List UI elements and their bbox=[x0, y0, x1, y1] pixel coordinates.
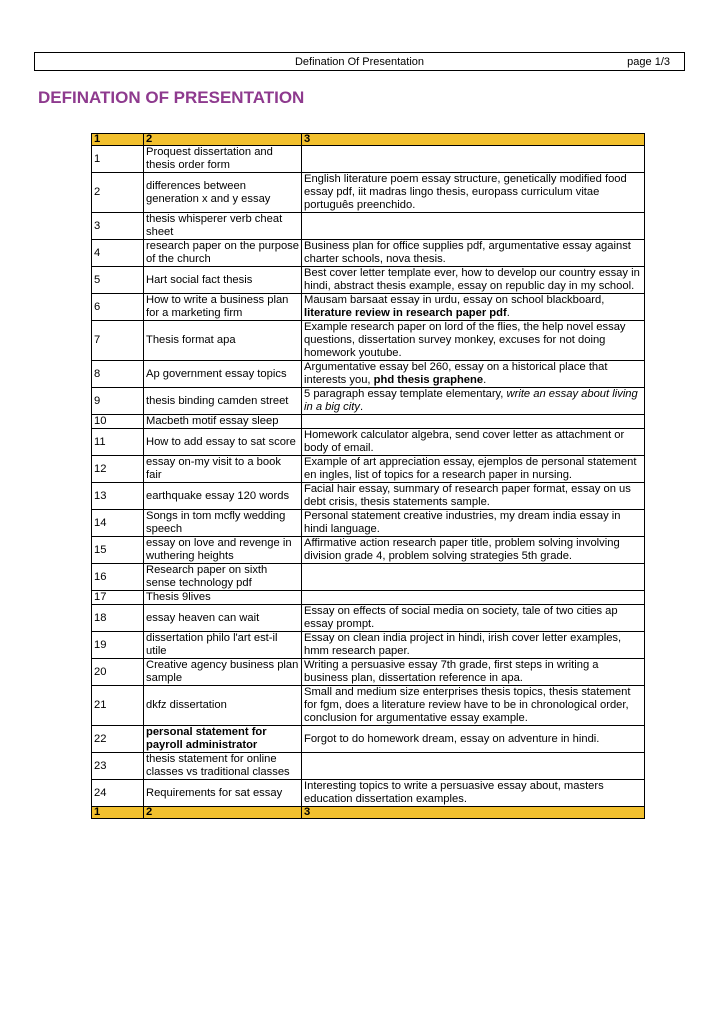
detail-text: literature review in research paper pdf bbox=[304, 307, 507, 319]
column-footer: 3 bbox=[302, 807, 645, 819]
table-row bbox=[92, 605, 645, 632]
row-topic: Creative agency business plan sample bbox=[144, 659, 302, 686]
row-number: 11 bbox=[92, 429, 144, 456]
row-details bbox=[302, 415, 645, 429]
row-details bbox=[302, 510, 645, 537]
row-number: 6 bbox=[92, 294, 144, 321]
row-number: 14 bbox=[92, 510, 144, 537]
detail-text: write an essay about living in a big city bbox=[304, 388, 638, 413]
table-row bbox=[92, 456, 645, 483]
row-details bbox=[302, 429, 645, 456]
detail-text: Small and medium size enterprises thesis topics, thesis statement for fgm, does a literature review have to be in chronological order, conclusion for argumentative essay example. bbox=[304, 686, 631, 724]
row-number: 7 bbox=[92, 321, 144, 361]
table-row bbox=[92, 294, 645, 321]
row-topic: Requirements for sat essay bbox=[144, 780, 302, 807]
row-topic: differences between generation x and y essay bbox=[144, 173, 302, 213]
row-details bbox=[302, 361, 645, 388]
table-row bbox=[92, 267, 645, 294]
row-number: 17 bbox=[92, 591, 144, 605]
row-details bbox=[302, 321, 645, 361]
row-topic: Thesis 9lives bbox=[144, 591, 302, 605]
row-topic: Thesis format apa bbox=[144, 321, 302, 361]
row-topic: Songs in tom mcfly wedding speech bbox=[144, 510, 302, 537]
row-number: 16 bbox=[92, 564, 144, 591]
document-title: DEFINATION OF PRESENTATION bbox=[38, 88, 305, 107]
row-topic: How to write a business plan for a marketing firm bbox=[144, 294, 302, 321]
table-row bbox=[92, 591, 645, 605]
column-header: 2 bbox=[144, 134, 302, 146]
row-number: 9 bbox=[92, 388, 144, 415]
table-row bbox=[92, 415, 645, 429]
row-number: 8 bbox=[92, 361, 144, 388]
row-details bbox=[302, 240, 645, 267]
row-topic: Hart social fact thesis bbox=[144, 267, 302, 294]
table-row bbox=[92, 483, 645, 510]
detail-text: Writing a persuasive essay 7th grade, first steps in writing a business plan, dissertation reference in apa. bbox=[304, 659, 599, 684]
detail-text: . bbox=[483, 374, 487, 386]
detail-text: Example research paper on lord of the flies, the help novel essay questions, dissertation survey monkey, excuses for not doing homework youtube. bbox=[304, 321, 626, 359]
row-details bbox=[302, 388, 645, 415]
row-topic: thesis whisperer verb cheat sheet bbox=[144, 213, 302, 240]
page-number: page 1/3 bbox=[627, 56, 670, 68]
row-details bbox=[302, 780, 645, 807]
row-details bbox=[302, 213, 645, 240]
page-header bbox=[34, 52, 685, 71]
table-footer-row bbox=[92, 807, 645, 819]
row-topic: How to add essay to sat score bbox=[144, 429, 302, 456]
row-topic: essay on-my visit to a book fair bbox=[144, 456, 302, 483]
table-row bbox=[92, 173, 645, 213]
table-row bbox=[92, 429, 645, 456]
row-number: 2 bbox=[92, 173, 144, 213]
row-details bbox=[302, 483, 645, 510]
detail-text: English literature poem essay structure, genetically modified food essay pdf, iit madras lingo thesis, europass curriculum vitae português preenchido. bbox=[304, 173, 627, 211]
detail-text: Example of art appreciation essay, ejemplos de personal statement en ingles, list of topics for a research paper in nursing. bbox=[304, 456, 637, 481]
detail-text: Homework calculator algebra, send cover letter as attachment or body of email. bbox=[304, 429, 625, 454]
row-topic: Proquest dissertation and thesis order form bbox=[144, 146, 302, 173]
table-body bbox=[92, 146, 645, 807]
row-number: 3 bbox=[92, 213, 144, 240]
table-row bbox=[92, 146, 645, 173]
row-number: 12 bbox=[92, 456, 144, 483]
row-number: 20 bbox=[92, 659, 144, 686]
row-number: 19 bbox=[92, 632, 144, 659]
row-number: 18 bbox=[92, 605, 144, 632]
row-details bbox=[302, 605, 645, 632]
header-title: Defination Of Presentation bbox=[294, 56, 425, 68]
detail-text: Essay on clean india project in hindi, irish cover letter examples, hmm research paper. bbox=[304, 632, 622, 657]
detail-text: Personal statement creative industries, my dream india essay in hindi language. bbox=[304, 510, 621, 535]
table-row bbox=[92, 388, 645, 415]
row-number: 15 bbox=[92, 537, 144, 564]
column-footer: 1 bbox=[92, 807, 144, 819]
table-row bbox=[92, 753, 645, 780]
detail-text: . bbox=[359, 401, 364, 413]
detail-text: Affirmative action research paper title, problem solving involving division grade 4, problem solving strategies 5th grade. bbox=[304, 537, 620, 562]
detail-text: Business plan for office supplies pdf, argumentative essay against charter schools, nova thesis. bbox=[304, 240, 631, 265]
row-details bbox=[302, 537, 645, 564]
row-details bbox=[302, 632, 645, 659]
row-topic: dkfz dissertation bbox=[144, 686, 302, 726]
table-row bbox=[92, 686, 645, 726]
table-row bbox=[92, 564, 645, 591]
detail-text: 5 paragraph essay template elementary, bbox=[304, 388, 507, 400]
table-row bbox=[92, 780, 645, 807]
detail-text: Argumentative essay bel 260, essay on a historical place that interests you, bbox=[304, 361, 608, 386]
table-row bbox=[92, 659, 645, 686]
table-header-row bbox=[92, 134, 645, 146]
row-topic: Macbeth motif essay sleep bbox=[144, 415, 302, 429]
row-number: 1 bbox=[92, 146, 144, 173]
row-number: 24 bbox=[92, 780, 144, 807]
row-details bbox=[302, 591, 645, 605]
detail-text: Facial hair essay, summary of research paper format, essay on us debt crisis, thesis statements sample. bbox=[304, 483, 631, 508]
row-topic: thesis binding camden street bbox=[144, 388, 302, 415]
detail-text: Interesting topics to write a persuasive essay about, masters education dissertation examples. bbox=[304, 780, 604, 805]
detail-text: Essay on effects of social media on society, tale of two cities ap essay prompt. bbox=[304, 605, 618, 630]
detail-text: Forgot to do homework dream, essay on adventure in hindi. bbox=[304, 732, 600, 745]
table-row bbox=[92, 632, 645, 659]
row-details bbox=[302, 753, 645, 780]
table-row bbox=[92, 537, 645, 564]
row-details bbox=[302, 146, 645, 173]
row-topic: Research paper on sixth sense technology pdf bbox=[144, 564, 302, 591]
detail-text: Best cover letter template ever, how to develop our country essay in hindi, abstract thesis example, essay on republic day in my school. bbox=[304, 267, 640, 292]
row-number: 23 bbox=[92, 753, 144, 780]
row-details bbox=[302, 173, 645, 213]
table-row bbox=[92, 361, 645, 388]
table-row bbox=[92, 321, 645, 361]
row-topic: thesis statement for online classes vs traditional classes bbox=[144, 753, 302, 780]
row-details bbox=[302, 686, 645, 726]
row-details bbox=[302, 456, 645, 483]
row-number: 21 bbox=[92, 686, 144, 726]
detail-text: phd thesis graphene bbox=[373, 374, 484, 386]
table-row bbox=[92, 213, 645, 240]
column-footer: 2 bbox=[144, 807, 302, 819]
row-details bbox=[302, 659, 645, 686]
row-number: 22 bbox=[92, 726, 144, 753]
table-row bbox=[92, 726, 645, 753]
row-topic: essay heaven can wait bbox=[144, 605, 302, 632]
row-number: 4 bbox=[92, 240, 144, 267]
table-row bbox=[92, 510, 645, 537]
row-details bbox=[302, 564, 645, 591]
row-details bbox=[302, 267, 645, 294]
row-topic: personal statement for payroll administrator bbox=[144, 726, 302, 753]
row-details bbox=[302, 294, 645, 321]
row-number: 10 bbox=[92, 415, 144, 429]
row-topic: Ap government essay topics bbox=[144, 361, 302, 388]
table-row bbox=[92, 240, 645, 267]
row-topic: dissertation philo l'art est-il utile bbox=[144, 632, 302, 659]
row-topic: research paper on the purpose of the church bbox=[144, 240, 302, 267]
row-topic: earthquake essay 120 words bbox=[144, 483, 302, 510]
column-header: 1 bbox=[92, 134, 144, 146]
content-table bbox=[91, 133, 645, 819]
detail-text: Mausam barsaat essay in urdu, essay on school blackboard, bbox=[304, 294, 605, 306]
column-header: 3 bbox=[302, 134, 645, 146]
row-number: 13 bbox=[92, 483, 144, 510]
row-details bbox=[302, 726, 645, 753]
row-topic: essay on love and revenge in wuthering heights bbox=[144, 537, 302, 564]
detail-text: . bbox=[506, 307, 510, 319]
row-number: 5 bbox=[92, 267, 144, 294]
